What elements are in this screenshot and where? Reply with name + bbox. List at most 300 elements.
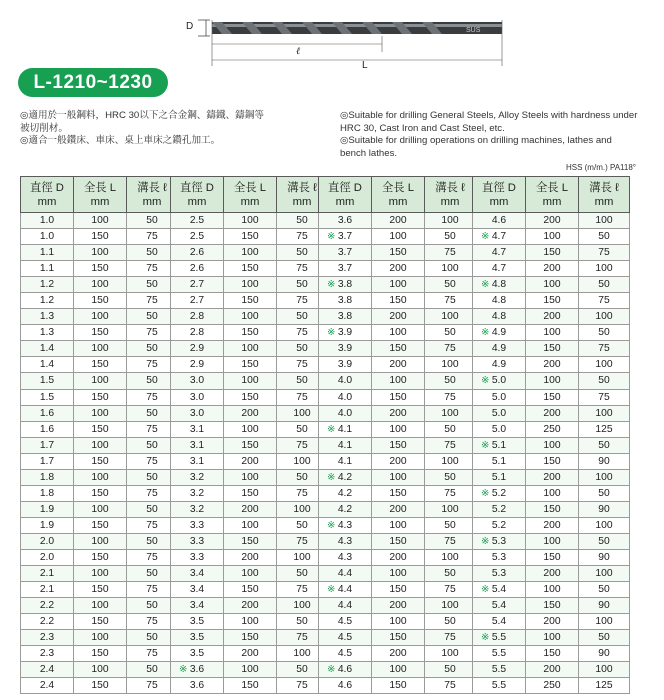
cell-flute: 90 <box>579 549 630 565</box>
cell-flute: 100 <box>425 357 476 373</box>
table-row <box>473 501 630 517</box>
table-row <box>319 341 476 357</box>
cell-overall: 100 <box>74 662 127 678</box>
cell-flute: 75 <box>425 341 476 357</box>
cell-flute: 75 <box>425 245 476 261</box>
cell-overall: 150 <box>74 453 127 469</box>
table-row <box>171 646 328 662</box>
cell-flute: 100 <box>579 309 630 325</box>
table-header-row <box>171 177 328 213</box>
cell-overall: 150 <box>224 485 277 501</box>
cell-overall: 100 <box>526 533 579 549</box>
cell-overall: 100 <box>526 582 579 598</box>
table-row <box>473 373 630 389</box>
cell-overall: 100 <box>372 325 425 341</box>
cell-flute: 50 <box>277 277 328 293</box>
cell-diameter: 3.9 <box>319 357 372 373</box>
cell-overall: 150 <box>372 678 425 694</box>
cell-overall: 150 <box>526 646 579 662</box>
cell-overall: 150 <box>74 614 127 630</box>
cell-overall: 150 <box>74 357 127 373</box>
cell-overall: 150 <box>372 245 425 261</box>
table-row <box>171 309 328 325</box>
table-row <box>473 213 630 229</box>
table-row <box>171 213 328 229</box>
table-row <box>21 598 178 614</box>
cell-overall: 150 <box>224 389 277 405</box>
desc-en-1: ◎Suitable for drilling General Steels, Alloy Steels with hardness under HRC 30, Cast Iron and Cast Steel, etc. <box>340 110 638 134</box>
cell-flute: 50 <box>425 325 476 341</box>
cell-diameter: 3.2 <box>171 469 224 485</box>
table-row <box>171 261 328 277</box>
table-row <box>21 566 178 582</box>
cell-flute: 50 <box>425 229 476 245</box>
cell-diameter: 4.6 <box>473 213 526 229</box>
header-diameter: 直徑 D mm <box>21 177 74 213</box>
cell-flute: 50 <box>127 469 178 485</box>
table-row <box>21 582 178 598</box>
stock-mark: ※ <box>327 327 336 339</box>
cell-diameter: 1.1 <box>21 261 74 277</box>
cell-diameter: 1.9 <box>21 517 74 533</box>
cell-flute: 75 <box>127 614 178 630</box>
cell-flute: 50 <box>277 341 328 357</box>
cell-flute: 50 <box>127 437 178 453</box>
cell-diameter: 5.3 <box>473 549 526 565</box>
table-row <box>319 582 476 598</box>
cell-overall: 200 <box>372 453 425 469</box>
cell-overall: 100 <box>224 245 277 261</box>
table-row <box>319 485 476 501</box>
cell-flute: 90 <box>579 453 630 469</box>
table-row <box>473 549 630 565</box>
table-row <box>319 453 476 469</box>
cell-flute: 50 <box>579 582 630 598</box>
cell-flute: 75 <box>127 485 178 501</box>
cell-diameter: 3.4 <box>171 582 224 598</box>
cell-overall: 200 <box>526 213 579 229</box>
cell-flute: 50 <box>127 405 178 421</box>
table-row <box>21 453 178 469</box>
cell-diameter: 3.4 <box>171 598 224 614</box>
table-row <box>319 421 476 437</box>
cell-flute: 100 <box>425 598 476 614</box>
cell-overall: 150 <box>224 229 277 245</box>
cell-diameter: 1.1 <box>21 245 74 261</box>
table-row <box>171 357 328 373</box>
cell-flute: 50 <box>425 421 476 437</box>
cell-flute: 75 <box>277 437 328 453</box>
cell-diameter: 4.5 <box>319 614 372 630</box>
cell-overall: 200 <box>224 405 277 421</box>
cell-flute: 100 <box>579 517 630 533</box>
table-row <box>21 357 178 373</box>
cell-overall: 100 <box>372 469 425 485</box>
cell-overall: 200 <box>526 614 579 630</box>
table-row <box>319 261 476 277</box>
table-row <box>473 453 630 469</box>
cell-flute: 100 <box>579 469 630 485</box>
table-row <box>171 549 328 565</box>
table-row <box>171 245 328 261</box>
cell-diameter: ※ 5.1 <box>473 437 526 453</box>
cell-diameter: 3.0 <box>171 405 224 421</box>
cell-flute: 50 <box>579 277 630 293</box>
cell-overall: 100 <box>224 566 277 582</box>
cell-flute: 50 <box>127 277 178 293</box>
table-row <box>319 517 476 533</box>
cell-diameter: 3.1 <box>171 421 224 437</box>
cell-flute: 50 <box>127 662 178 678</box>
cell-overall: 100 <box>74 630 127 646</box>
table-row <box>473 229 630 245</box>
cell-overall: 150 <box>372 341 425 357</box>
stock-mark: ※ <box>327 584 336 596</box>
table-row <box>171 533 328 549</box>
stock-mark: ※ <box>327 519 336 531</box>
cell-diameter: 3.7 <box>319 261 372 277</box>
table-row <box>171 229 328 245</box>
cell-flute: 75 <box>579 293 630 309</box>
cell-overall: 100 <box>224 517 277 533</box>
cell-overall: 100 <box>372 277 425 293</box>
stock-mark: ※ <box>327 664 336 676</box>
cell-overall: 200 <box>526 357 579 373</box>
table-row <box>21 341 178 357</box>
stock-mark: ※ <box>481 375 490 387</box>
cell-diameter: 4.1 <box>319 453 372 469</box>
header-diameter: 直徑 D mm <box>319 177 372 213</box>
cell-overall: 150 <box>224 325 277 341</box>
cell-flute: 100 <box>579 357 630 373</box>
header-overall: 全長 L mm <box>526 177 579 213</box>
cell-diameter: 1.5 <box>21 373 74 389</box>
table-row <box>473 533 630 549</box>
cell-flute: 50 <box>277 517 328 533</box>
table-header-row <box>319 177 476 213</box>
table-row <box>473 469 630 485</box>
table-row <box>21 229 178 245</box>
table-row <box>473 678 630 694</box>
drill-diagram <box>186 6 506 68</box>
cell-overall: 150 <box>526 549 579 565</box>
table-row <box>473 566 630 582</box>
cell-diameter: 1.0 <box>21 213 74 229</box>
cell-flute: 100 <box>579 566 630 582</box>
cell-flute: 75 <box>425 678 476 694</box>
diameter-label: D <box>186 21 194 32</box>
cell-overall: 100 <box>526 630 579 646</box>
table-row <box>473 437 630 453</box>
cell-flute: 50 <box>277 421 328 437</box>
cell-flute: 50 <box>425 517 476 533</box>
cell-diameter: ※ 4.4 <box>319 582 372 598</box>
cell-overall: 100 <box>372 614 425 630</box>
cell-diameter: 2.8 <box>171 309 224 325</box>
stock-mark: ※ <box>179 664 188 676</box>
desc-zh-2: ◎適合一般鑽床、車床、桌上車床之鑽孔加工。 <box>20 135 221 146</box>
table-row <box>319 614 476 630</box>
cell-overall: 150 <box>526 341 579 357</box>
cell-diameter: 4.3 <box>319 549 372 565</box>
table-row <box>319 277 476 293</box>
cell-diameter: 1.7 <box>21 437 74 453</box>
cell-diameter: 2.8 <box>171 325 224 341</box>
series-title: L-1210~1230 <box>18 68 168 97</box>
cell-diameter: 2.9 <box>171 341 224 357</box>
cell-diameter: 2.5 <box>171 213 224 229</box>
cell-overall: 200 <box>224 646 277 662</box>
cell-flute: 50 <box>277 469 328 485</box>
cell-flute: 75 <box>127 293 178 309</box>
table-row <box>21 325 178 341</box>
cell-flute: 50 <box>127 501 178 517</box>
cell-overall: 150 <box>224 678 277 694</box>
cell-overall: 150 <box>372 630 425 646</box>
cell-overall: 150 <box>74 293 127 309</box>
cell-diameter: 3.0 <box>171 373 224 389</box>
cell-overall: 150 <box>372 485 425 501</box>
cell-flute: 75 <box>127 646 178 662</box>
header-overall: 全長 L mm <box>372 177 425 213</box>
cell-overall: 200 <box>224 453 277 469</box>
cell-overall: 150 <box>74 389 127 405</box>
cell-overall: 100 <box>526 485 579 501</box>
cell-overall: 100 <box>526 277 579 293</box>
cell-overall: 150 <box>74 421 127 437</box>
header-flute: 溝長 ℓ mm <box>127 177 178 213</box>
table-row <box>171 517 328 533</box>
cell-flute: 50 <box>425 277 476 293</box>
cell-overall: 100 <box>372 662 425 678</box>
table-row <box>319 533 476 549</box>
table-row <box>473 341 630 357</box>
header-diameter: 直徑 D mm <box>473 177 526 213</box>
cell-overall: 100 <box>74 405 127 421</box>
cell-overall: 150 <box>74 678 127 694</box>
cell-flute: 90 <box>579 501 630 517</box>
table-row <box>319 437 476 453</box>
cell-flute: 75 <box>579 341 630 357</box>
table-row <box>171 582 328 598</box>
table-row <box>21 485 178 501</box>
cell-diameter: 2.5 <box>171 229 224 245</box>
cell-diameter: 4.8 <box>473 309 526 325</box>
table-row <box>171 469 328 485</box>
cell-overall: 150 <box>372 582 425 598</box>
table-row <box>473 405 630 421</box>
cell-diameter: 3.1 <box>171 453 224 469</box>
cell-diameter: 1.3 <box>21 309 74 325</box>
cell-diameter: 5.5 <box>473 646 526 662</box>
cell-diameter: ※ 5.0 <box>473 373 526 389</box>
cell-overall: 150 <box>224 261 277 277</box>
table-row <box>21 437 178 453</box>
cell-flute: 100 <box>277 453 328 469</box>
cell-overall: 150 <box>526 598 579 614</box>
table-row <box>171 405 328 421</box>
cell-diameter: 5.1 <box>473 453 526 469</box>
cell-overall: 200 <box>372 357 425 373</box>
cell-flute: 75 <box>127 582 178 598</box>
table-row <box>319 646 476 662</box>
flute-length-label: ℓ <box>296 46 301 57</box>
cell-overall: 100 <box>372 229 425 245</box>
cell-diameter: 2.1 <box>21 566 74 582</box>
cell-flute: 50 <box>277 373 328 389</box>
table-row <box>319 309 476 325</box>
stock-mark: ※ <box>327 423 336 435</box>
stock-mark: ※ <box>481 231 490 243</box>
table-row <box>171 277 328 293</box>
cell-overall: 150 <box>74 549 127 565</box>
cell-overall: 200 <box>372 405 425 421</box>
header-overall: 全長 L mm <box>74 177 127 213</box>
cell-flute: 50 <box>127 341 178 357</box>
cell-overall: 200 <box>526 469 579 485</box>
cell-overall: 150 <box>372 437 425 453</box>
cell-overall: 150 <box>372 533 425 549</box>
cell-diameter: 3.7 <box>319 245 372 261</box>
cell-overall: 200 <box>372 646 425 662</box>
cell-diameter: 4.7 <box>473 245 526 261</box>
engraving: SUS <box>466 27 481 34</box>
description-english <box>340 110 640 160</box>
table-row <box>473 293 630 309</box>
description-chinese <box>20 110 270 148</box>
table-row <box>473 485 630 501</box>
cell-flute: 50 <box>579 630 630 646</box>
cell-flute: 75 <box>425 533 476 549</box>
table-row <box>473 277 630 293</box>
cell-diameter: 5.3 <box>473 566 526 582</box>
cell-flute: 100 <box>579 213 630 229</box>
cell-flute: 50 <box>127 245 178 261</box>
spec-note: HSS (m/m.) PA118° <box>565 163 636 172</box>
cell-flute: 75 <box>277 261 328 277</box>
table-header-row <box>473 177 630 213</box>
cell-diameter: ※ 3.8 <box>319 277 372 293</box>
cell-diameter: ※ 5.5 <box>473 630 526 646</box>
cell-flute: 100 <box>425 501 476 517</box>
cell-flute: 75 <box>579 245 630 261</box>
cell-diameter: 3.5 <box>171 646 224 662</box>
cell-diameter: 4.4 <box>319 566 372 582</box>
cell-flute: 75 <box>277 533 328 549</box>
table-row <box>473 245 630 261</box>
table-row <box>473 261 630 277</box>
table-row <box>21 614 178 630</box>
cell-overall: 100 <box>224 614 277 630</box>
cell-flute: 50 <box>579 325 630 341</box>
table-row <box>319 213 476 229</box>
cell-diameter: 1.2 <box>21 277 74 293</box>
table-row <box>21 517 178 533</box>
cell-overall: 100 <box>74 277 127 293</box>
cell-flute: 75 <box>277 229 328 245</box>
cell-overall: 100 <box>526 373 579 389</box>
cell-diameter: 1.7 <box>21 453 74 469</box>
cell-diameter: 4.0 <box>319 373 372 389</box>
cell-diameter: 4.2 <box>319 485 372 501</box>
cell-diameter: 5.0 <box>473 421 526 437</box>
table-row <box>171 485 328 501</box>
cell-flute: 50 <box>425 373 476 389</box>
cell-overall: 100 <box>526 229 579 245</box>
table-row <box>21 261 178 277</box>
cell-flute: 100 <box>425 646 476 662</box>
header-flute: 溝長 ℓ mm <box>277 177 328 213</box>
cell-overall: 100 <box>224 662 277 678</box>
table-row <box>171 293 328 309</box>
table-row <box>21 678 178 694</box>
table-row <box>21 309 178 325</box>
cell-flute: 90 <box>579 646 630 662</box>
cell-diameter: 4.9 <box>473 357 526 373</box>
table-row <box>473 309 630 325</box>
cell-overall: 150 <box>224 533 277 549</box>
cell-overall: 100 <box>372 517 425 533</box>
cell-overall: 150 <box>526 453 579 469</box>
stock-mark: ※ <box>327 279 336 291</box>
table-row <box>319 630 476 646</box>
cell-diameter: ※ 5.4 <box>473 582 526 598</box>
cell-diameter: 2.3 <box>21 630 74 646</box>
cell-overall: 200 <box>526 405 579 421</box>
cell-flute: 100 <box>277 501 328 517</box>
table-row <box>319 357 476 373</box>
size-table-1 <box>20 176 178 694</box>
table-row <box>171 630 328 646</box>
table-row <box>21 533 178 549</box>
cell-overall: 100 <box>224 421 277 437</box>
cell-flute: 50 <box>425 614 476 630</box>
cell-diameter: ※ 3.9 <box>319 325 372 341</box>
cell-overall: 100 <box>224 341 277 357</box>
cell-diameter: 3.2 <box>171 501 224 517</box>
cell-flute: 75 <box>127 421 178 437</box>
cell-overall: 200 <box>526 261 579 277</box>
cell-flute: 75 <box>425 389 476 405</box>
cell-overall: 200 <box>372 501 425 517</box>
cell-diameter: 3.8 <box>319 293 372 309</box>
table-row <box>319 469 476 485</box>
cell-flute: 100 <box>277 598 328 614</box>
table-row <box>171 325 328 341</box>
cell-flute: 125 <box>579 421 630 437</box>
cell-flute: 75 <box>277 485 328 501</box>
cell-diameter: 1.6 <box>21 421 74 437</box>
cell-diameter: 1.2 <box>21 293 74 309</box>
table-row <box>21 293 178 309</box>
stock-mark: ※ <box>481 584 490 596</box>
cell-overall: 150 <box>224 437 277 453</box>
cell-overall: 100 <box>224 373 277 389</box>
cell-diameter: ※ 4.8 <box>473 277 526 293</box>
cell-overall: 200 <box>372 261 425 277</box>
cell-flute: 75 <box>127 357 178 373</box>
cell-diameter: ※ 5.2 <box>473 485 526 501</box>
cell-flute: 125 <box>579 678 630 694</box>
cell-flute: 50 <box>277 245 328 261</box>
cell-overall: 200 <box>224 501 277 517</box>
cell-diameter: 3.2 <box>171 485 224 501</box>
cell-flute: 75 <box>277 678 328 694</box>
table-row <box>319 229 476 245</box>
cell-overall: 150 <box>526 501 579 517</box>
cell-diameter: 4.7 <box>473 261 526 277</box>
cell-diameter: 4.9 <box>473 341 526 357</box>
